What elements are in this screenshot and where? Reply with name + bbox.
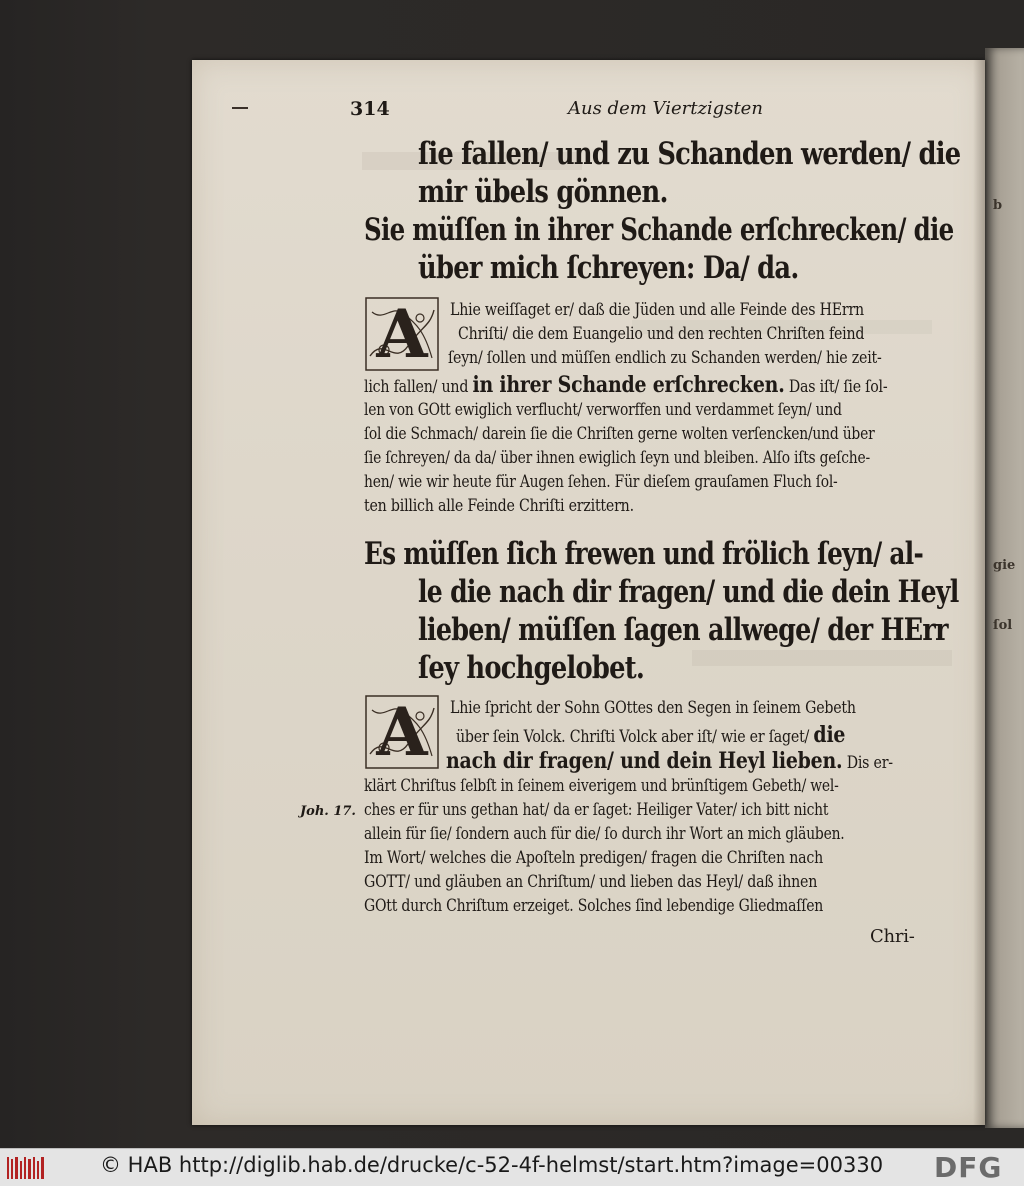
catchword: Chri- — [870, 926, 915, 947]
dfg-logo: DFG — [934, 1151, 1003, 1184]
text-line: hen/ wie wir heute für Augen ſehen. Für dieſem grauſamen Fluch ſol- — [364, 472, 838, 491]
text-line: Lhie ſpricht der Sohn GOttes den Segen in ſeinem Gebeth — [450, 698, 856, 717]
book-page — [192, 60, 985, 1125]
heading-line: über mich ſchreyen: Da/ da. — [418, 250, 799, 286]
text-line: ches er für uns gethan hat/ da er ſaget: Heiliger Vater/ ich bitt nicht — [364, 800, 829, 819]
decorated-initial: A — [364, 694, 440, 770]
text-line: ſie ſchreyen/ da da/ über ihnen ewiglich ſeyn und bleiben. Alſo iſts geſche- — [364, 448, 870, 467]
margin-dash — [232, 107, 248, 109]
decorated-initial: A — [364, 296, 440, 372]
text-line: klärt Chriſtus ſelbſt in ſeinem eiverigem und brünſtigem Gebeth/ wel- — [364, 776, 839, 795]
footer-bar — [0, 1148, 1024, 1186]
text-line: lich fallen/ und in ihrer Schande erſchrecken. Das iſt/ ſie ſol- — [364, 372, 888, 398]
adjacent-page-edge: b gie ſol — [985, 48, 1024, 1128]
text-line: Im Wort/ welches die Apoſteln predigen/ fragen die Chriſten nach — [364, 848, 824, 867]
hab-barcode-logo-icon — [6, 1155, 48, 1181]
bleed-through — [692, 650, 952, 666]
heading-line: mir übels gönnen. — [418, 174, 668, 210]
text-line: len von GOtt ewiglich verflucht/ verworffen und verdammet ſeyn/ und — [364, 400, 842, 419]
text-line: GOTT/ und gläuben an Chriſtum/ und lieben das Heyl/ daß ihnen — [364, 872, 818, 891]
margin-note: Joh. 17. — [300, 804, 356, 819]
heading-line: lieben/ müſſen ſagen allwege/ der HErr — [418, 612, 948, 648]
text-line: ſeyn/ ſollen und müſſen endlich zu Schanden werden/ hie zeit- — [448, 348, 882, 367]
heading-line: Es müſſen ſich frewen und frölich ſeyn/ al- — [364, 536, 924, 572]
page-number: 314 — [350, 98, 390, 120]
text-line: GOtt durch Chriſtum erzeiget. Solches ſind lebendige Gliedmaſſen — [364, 896, 824, 915]
heading-line: Sie müſſen in ihrer Schande erſchrecken/ die — [364, 212, 954, 248]
heading-line: ſey hochgelobet. — [418, 650, 645, 686]
text-line: nach dir fragen/ und dein Heyl lieben. Dis er- — [446, 748, 893, 774]
running-header: Aus dem Viertzigsten — [568, 98, 763, 119]
copyright-link[interactable]: © HAB http://diglib.hab.de/drucke/c-52-4f-helmst/start.htm?image=00330 — [100, 1153, 884, 1177]
text-line: ſol die Schmach/ darein ſie die Chriſten gerne wolten verſencken/und über — [364, 424, 875, 443]
text-line: Chriſti/ die dem Euangelio und den rechten Chriſten feind — [458, 324, 865, 343]
text-line: über ſein Volck. Chriſti Volck aber iſt/ wie er ſaget/ die — [456, 722, 846, 748]
text-line: ten billich alle Feinde Chriſti erzittern. — [364, 496, 634, 515]
page-edge-shadow — [973, 60, 985, 1125]
heading-line: le die nach dir fragen/ und die dein Heyl — [418, 574, 959, 610]
text-line: allein für ſie/ ſondern auch für die/ ſo durch ihr Wort an mich gläuben. — [364, 824, 845, 843]
heading-line: ſie fallen/ und zu Schanden werden/ die — [418, 136, 961, 172]
text-line: Lhie weiſſaget er/ daß die Jüden und alle Feinde des HErrn — [450, 300, 864, 319]
